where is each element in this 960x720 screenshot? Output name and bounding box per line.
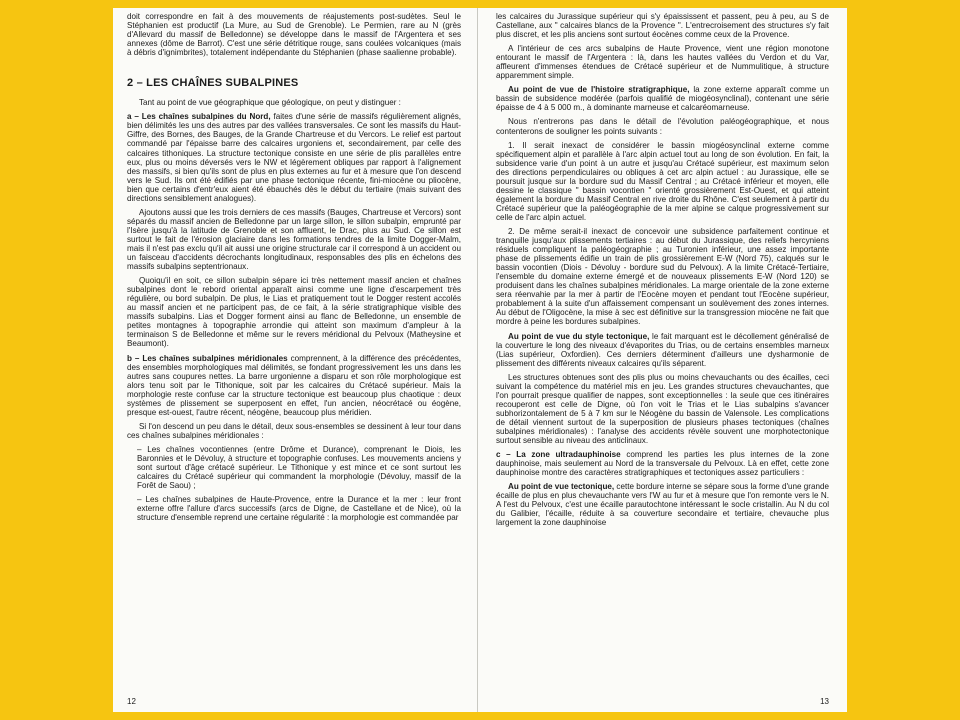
paragraph-text: le fait marquant est le décollement généralisé de la couverture le long des niveaux d'évaporites du Trias, ou de certains ensembles marneux (Lias supérieur, Oxfordien). Ces derniers déterminent d'ailleurs une dysharmonie de plissement des différents niveaux calcaires qu'ils séparent. bbox=[496, 331, 829, 368]
paragraph-lead: Au point de vue tectonique, bbox=[508, 482, 615, 492]
subsection-c bbox=[496, 450, 829, 477]
paragraph-text: la zone externe apparaît comme un bassin de subsidence modérée (parfois qualifié de miogéosynclinal), contenant une série épaisse de 4 à 5 000 m., à dominante marneuse et calcaréomarneuse. bbox=[496, 85, 830, 113]
paragraph: Tant au point de vue géographique que géologique, on peut y distinguer : bbox=[139, 98, 401, 108]
paragraph: les calcaires du Jurassique supérieur qui s'y épaississent et passent, peu à peu, au S de Castellane, aux " calcaires blancs de la Provence ". L'entrecroisement des structures s'y fait plus discret, et les plis anciens sont surtout éocènes comme ceux de la Provence. bbox=[496, 12, 829, 40]
paragraph bbox=[496, 482, 829, 527]
subsection-c-title: c – La zone ultradauphinoise bbox=[496, 450, 621, 460]
paragraph: 1. Il serait inexact de considérer le bassin miogéosynclinal externe comme spécifiquement alpin et parallèle à l'arc alpin actuel tout au long de son évolution. En fait, la subsidence varie d'un point à un autre et jusqu'au Crétacé supérieur, est maximum selon des directions perpendiculaires ou obliques à cet arc alpin actuel : au Jurassique, elle se poursuit jusque sur la bordure sud du Massif Central ; au Crétacé inférieur et moyen, elle dessine le classique " bassin vocontien " orienté grossièrement Est-Ouest, et qui atteint également la bordure du Massif Central en rive droite du Rhône. C'est seulement à partir du Crétacé supérieur que la paléogéographie de la mer alpine se calque progressivement sur celle de l'arc alpin actuel. bbox=[496, 140, 829, 222]
paragraph-text: cette bordure interne se sépare sous la forme d'une grande écaille de plus en plus chevauchante vers l'W au fur et à mesure que l'on remonte vers le N. A l'est du Pelvoux, c'est une écaille parautochtone intéressant le socle cristallin. Au N du col du Galibier, l'écaille, réduite à sa couverture secondaire et tertiaire, chevauche plus largement la zone dauphinoise bbox=[496, 482, 830, 528]
paragraph: Ajoutons aussi que les trois derniers de ces massifs (Bauges, Chartreuse et Vercors) sont séparés du massif ancien de Belledonne par un large sillon, le sillon subalpin, emprunté par l'Isère jusqu'à la latitude de Grenoble et son affluent, le Drac, plus au Sud. Ce sillon est surtout le fait de l'érosion glaciaire dans les formations tendres de la limite Dogger-Malm, mais il n'est pas exclu qu'il ait aussi une origine structurale car il correspond à un accident ou un faisceau d'accidents décrochants longitudinaux, responsables des plis en échelons des massifs subalpins septentrionaux. bbox=[127, 207, 461, 272]
paragraph: Nous n'entrerons pas dans le détail de l'évolution paléogéographique, et nous contenterons de souligner les points suivants : bbox=[496, 117, 829, 136]
page-number: 13 bbox=[820, 696, 829, 706]
subsection-c-text: comprend les parties les plus internes de la zone dauphinoise, mais seulement au Nord de la transversale du Pelvoux. Là en effet, cette zone dauphinoise montre des caractères stratigraphiques et tectoniques assez particuliers : bbox=[496, 450, 829, 478]
paragraph: Les structures obtenues sont des plis plus ou moins chevauchants ou des écailles, ceci suivant la compétence du matériel mis en jeu. Les grandes structures chevauchantes, que l'on pourrait presque qualifier de nappes, sont exceptionnelles : la seule que ces itinéraires recouperont est celle de Digne, où l'on voit le Trias et le Lias subalpins s'avancer subhorizontalement de 5 à 7 km sur le Néogène du bassin de Valensole. Les complications de détail viennent surtout de la superposition de plusieurs phases tectoniques (chaînes subalpines méridionales) : l'analyse des accidents révèle souvent une morphotectonique surtout sensible au niveau des anticlinaux. bbox=[496, 372, 829, 446]
subsection-a bbox=[127, 112, 461, 202]
subsection-b-text: comprennent, à la différence des précédentes, des ensembles morphologiques mal délimités, se fondant progressivement les uns dans les autres sans coupures nettes. La barre urgonienne a disparu et son rôle morphologique est alors tenu soit par le Tithonique, soit par les calcaires du Crétacé supérieur. Mais la morphologie reste confuse car la structure tectonique est beaucoup plus chaotique : deux systèmes de plissement se superposent en effet, l'un ancien, néocrétacé ou éogène, presque est-ouest, l'autre récent, néogène, beaucoup plus méridien. bbox=[127, 353, 461, 417]
paragraph: A l'intérieur de ces arcs subalpins de Haute Provence, vient une région monotone entourant le massif de l'Argentera : là, dans les hautes vallées du Verdon et du Var, affleurent d'immenses étendues de Crétacé supérieur et de Nummulitique, à structure apparemment simple. bbox=[496, 44, 829, 81]
paragraph: Si l'on descend un peu dans le détail, deux sous-ensembles se dessinent à leur tour dans ces chaînes subalpines méridionales : bbox=[127, 421, 461, 440]
subsection-a-text: faites d'une série de massifs régulièrement alignés, bien délimités les uns des autres par des vallées transversales. Ce sont les massifs du Haut-Giffre, des Bornes, des Bauges, de la Grande Chartreuse et du Vercors. Le relief est partout commandé par l'épaisse barre des calcaires urgoniens et, secondairement, par celle des calcaires tithoniques. La structure tectonique consiste en une série de plis parallèles entre eux, plus ou moins déversés vers le NW et légèrement obliques par rapport à l'alignement des massifs, si bien qu'ils sont de plus en plus externes au fur et à mesure que l'on descend vers le Sud. Ils ont été édifiés par une phase tectonique récente, fini-miocène ou pliocène, bien que certains d'entr'eux aient été ébauchés dès le début du tertiaire (mais suivant des directions sensiblement analogues). bbox=[127, 112, 461, 203]
subsection-b-title: b – Les chaînes subalpines méridionales bbox=[127, 353, 288, 363]
paragraph-lead: Au point de vue du style tectonique, bbox=[508, 331, 650, 341]
subsection-b bbox=[127, 354, 461, 417]
section-title: 2 – LES CHAÎNES SUBALPINES bbox=[127, 77, 299, 90]
right-page bbox=[477, 8, 847, 712]
paragraph: 2. De même serait-il inexact de concevoir une subsidence parfaitement continue et tranquille jusqu'aux plissements tertiaires : au début du Jurassique, des reliefs hercyniens résiduels compliquent la paléogéographie ; au Turonien inférieur, une assez importante phase de plissements édifie un train de plis grossièrement E-W (Nord 75), calqués sur le bassin vocontien (Diois - Dévoluy - bordure sud du Pelvoux). A la limite Crétacé-Tertiaire, l'ensemble du domaine externe émergé et de nouveaux plissements E-W (Nord 120) se produisent dans les chaînes subalpines méridionales. La marge orientale de la zone externe sera réenvahie par la mer à partir de l'Eocène moyen et pendant tout l'Eocène supérieur, probablement à la suite d'un affaissement compensant un soulèvement des zones internes. Au début de l'Oligocène, la mise à sec est définitive sur la transgression miocène ne fait que mordre à peine les bordures subalpines. bbox=[496, 226, 829, 327]
paragraph bbox=[496, 332, 829, 368]
list-item: – Les chaînes vocontiennes (entre Drôme et Durance), comprenant le Diois, les Baronnies et le Dévoluy, à structure et topographie confuses. Les mouvements anciens y sont surtout d'âge crétacé supérieur. Le Tithonique y est mince et ce sont surtout les calcaires du Crétacé supérieur qui commandent la morphologie (Dévoluy, massif de la Forêt de Saou) ; bbox=[137, 444, 461, 491]
list-item: – Les chaînes subalpines de Haute-Provence, entre la Durance et la mer : leur front externe offre l'allure d'arcs successifs (arcs de Digne, de Castellane et de Nice), où la structure d'ensemble reprend une certaine régularité : la morphologie est commandée par bbox=[137, 495, 461, 523]
paragraph bbox=[496, 85, 829, 112]
paragraph: Quoiqu'il en soit, ce sillon subalpin sépare ici très nettement massif ancien et chaînes subalpines dont le rebord oriental apparaît ainsi comme une ligne d'escarpement très régulière, ou bord subalpin. De plus, le Lias et pratiquement tout le Dogger restent accolés au massif ancien et ne participent pas, de ce fait, à la série stratigraphique visible des massifs subalpins. Lias et Dogger forment ainsi au flanc de Belledonne, un ensemble de petites montagnes à topographie arrondie qui atteint son maximum d'ampleur à la terminaison S de Belledonne et même sur le revers méridional du Pelvoux (Matheysine et Beaumont). bbox=[127, 276, 461, 349]
page-number: 12 bbox=[127, 696, 136, 706]
subsection-a-title: a – Les chaînes subalpines du Nord, bbox=[127, 112, 271, 122]
left-page bbox=[113, 8, 477, 712]
paragraph: doit correspondre en fait à des mouvements de réajustements post-sudètes. Seul le Stéphanien est productif (La Mure, au Sud de Grenoble). Le Permien, rare au N (grès d'Allevard du massif de Belledonne) se développe dans le massif de l'Argentera et ses annexes (dôme de Barrot). C'est une série détritique rouge, sans coulées volcaniques (mais à débris d'ignimbrites), totalement indépendante du Stéphanien (phase saalienne probable). bbox=[127, 12, 461, 58]
paragraph-lead: Au point de vue de l'histoire stratigraphique, bbox=[508, 85, 690, 95]
